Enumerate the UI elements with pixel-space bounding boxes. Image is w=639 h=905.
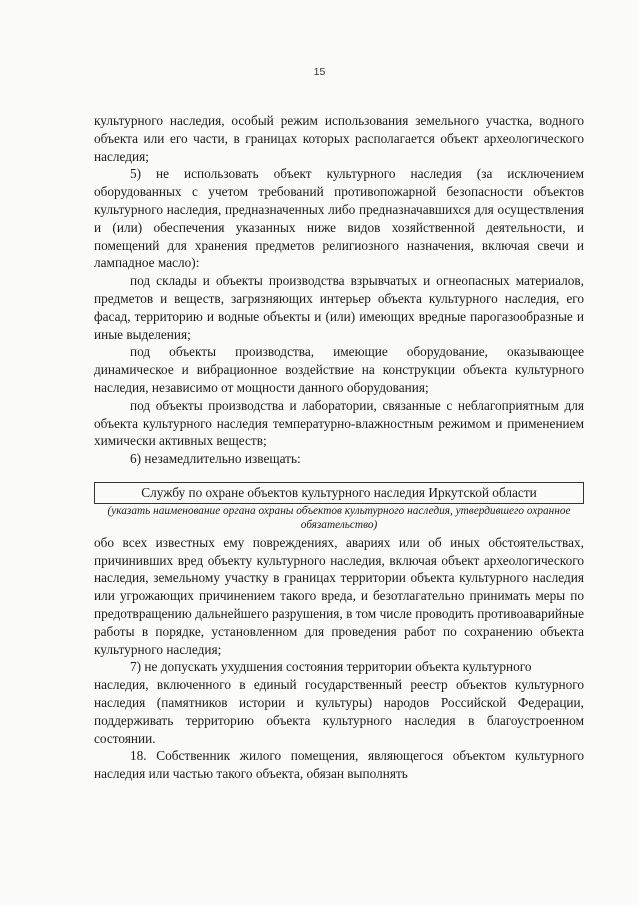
paragraph: под объекты производства, имеющие оборудование, оказывающее динамическое и вибрационное воздействие на конструкции объекта культурного наследия, независимо от мощности данного оборудования;: [94, 344, 584, 395]
paragraph: 6) незамедлительно извещать:: [130, 451, 301, 467]
document-body: [94, 112, 584, 783]
agency-name-box: Службу по охране объектов культурного наследия Иркутской области: [94, 482, 584, 504]
paragraph: обо всех известных ему повреждениях, авариях или об иных обстоятельствах, причинивших вред объекту культурного наследия, включая объект археологического наследия, земельному участку в границах территории объекта культурного наследия или угрожающих причинением такого вреда, и безотлагательно принимать меры по предотвращению дальнейшего разрушения, в том числе проводить противоаварийные работы в порядке, установленном для проведения работ по сохранению объекта культурного наследия;: [94, 534, 584, 657]
paragraph: под объекты производства и лаборатории, связанные с неблагоприятным для объекта культурного наследия температурно-влажностным режимом и применением химически активных веществ;: [94, 397, 584, 449]
paragraph: наследия, включенного в единый государственный реестр объектов культурного наследия (памятников истории и культуры) народов Российской Федерации, поддерживать территорию объекта культурного наследия в благоустроенном состоянии.: [94, 677, 584, 746]
agency-caption: (указать наименование органа охраны объектов культурного наследия, утвердившего охранное обязательство): [107, 504, 571, 531]
paragraph: культурного наследия, особый режим использования земельного участка, водного объекта или его части, в границах которых располагается объект археологического наследия;: [94, 113, 584, 164]
paragraph: 5) не использовать объект культурного наследия (за исключением оборудованных с учетом требований противопожарной безопасности объектов культурного наследия, предназначенных либо предназначавшихся для осуществления и (или) обеспечения указанных ниже видов хозяйственной деятельности, и помещений для хранения предметов религиозного назначения, включая свечи и лампадное масло):: [94, 166, 584, 271]
paragraph: 7) не допускать ухудшения состояния территории объекта культурного: [130, 659, 532, 675]
page-number: 15: [313, 66, 326, 78]
paragraph: 18. Собственник жилого помещения, являющегося объектом культурного наследия или частью такого объекта, обязан выполнять: [94, 748, 584, 782]
paragraph: под склады и объекты производства взрывчатых и огнеопасных материалов, предметов и веществ, загрязняющих интерьер объекта культурного наследия, его фасад, территорию и водные объекты и (или) имеющих вредные парогазообразные и иные выделения;: [94, 273, 584, 342]
